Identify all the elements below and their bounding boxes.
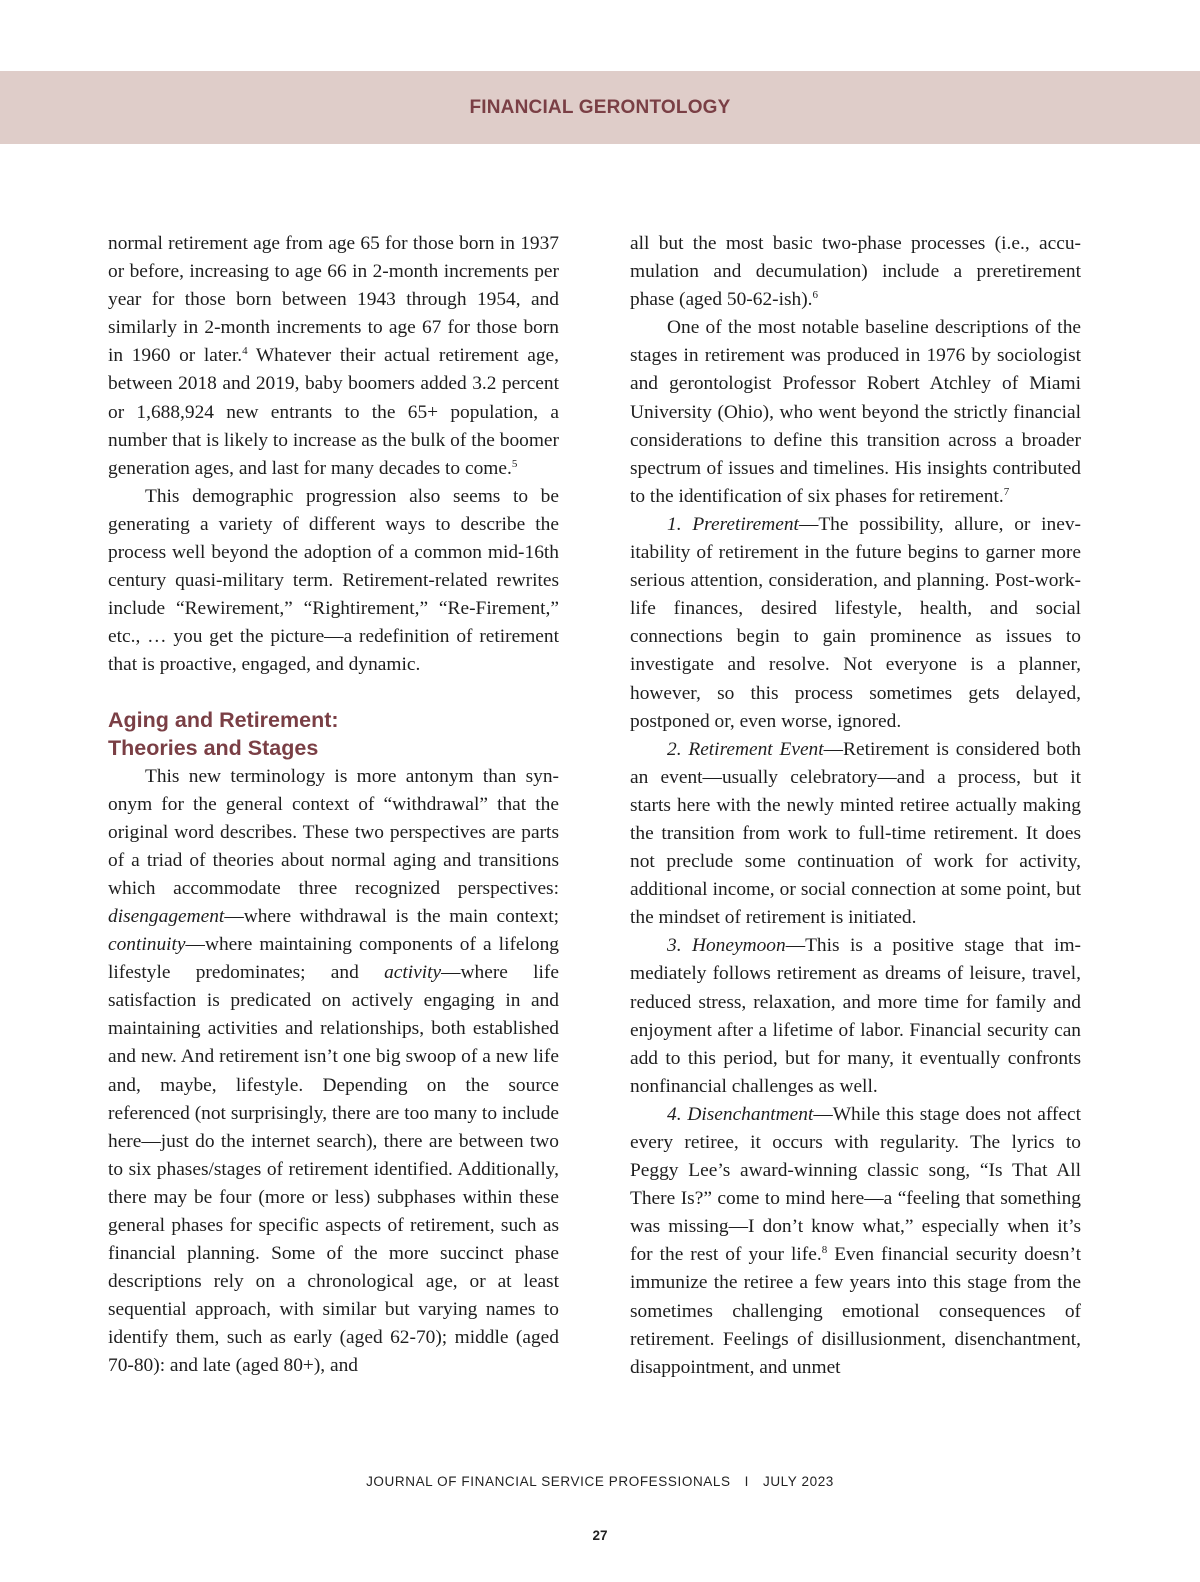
stage-label: 2. Retirement Event [667, 738, 824, 760]
stage-label: 4. Disenchantment [667, 1103, 814, 1125]
text-run: —where maintaining components of a lifelong lifestyle predominates; and [108, 934, 559, 984]
text-run: —where life satisfaction is predicated on actively engaging in and maintaining activities and relationships, both established and new. And retirement isn’t one big swoop of a new life and, maybe, lifestyle. Depending on the source referenced (not surprisingly, there are too many to include here—just do the internet search), there are between two to six phases/stages of retirement identified. Additionally, there may be four (more or less) subphases within these general phases for specific aspects of retirement, such as financial planning. Some of the more succinct phase descriptions rely on a chronological age, or at least sequential approach, with similar but varying names to identify them, such as early (aged 62-70); middle (aged 70-80): and late (aged 80+), and [108, 962, 559, 1377]
stage-paragraph [630, 736, 1081, 933]
text-run: all but the most basic two-phase processes (i.e., accumulation and decumulation) include a preretirement phase (aged 50-62-ish). [630, 233, 1081, 311]
footnote-ref: 7 [1003, 485, 1010, 498]
running-footer [0, 1474, 1200, 1489]
running-header-title: FINANCIAL GERONTOLOGY [469, 96, 731, 118]
theory-term: continuity [108, 934, 186, 956]
theory-term: disengagement [108, 905, 225, 927]
text-run: Even financial security doesn’t immunize the retiree a few years into this stage from the sometimes challenging emotional consequences of retirement. Feelings of disillusionment, disenchantment, disappointment, and unmet [630, 1244, 1081, 1378]
heading-line: Aging and Retirement: [108, 707, 339, 732]
text-run: —Retirement is considered both an event—usually celebratory—and a process, but it starts here with the newly minted retiree actually making the transition from work to full-time retirement. It does not preclude some continuation of work for activity, additional income, or social connection at some point, but the mindset of retirement is initiated. [630, 738, 1082, 929]
footnote-ref: 8 [821, 1244, 828, 1257]
heading-line: Theories and Stages [108, 736, 319, 760]
text-run: One of the most notable baseline descriptions of the stages in retirement was produced in 1976 by sociologist and gerontologist Professor Robert Atchley of Miami University (Ohio), who went beyond the strictly financial considerations to define this transition across a broader spectrum of issues and timelines. His insights contributed to the identification of six phases for retirement. [630, 317, 1081, 507]
stage-paragraph [630, 511, 1081, 736]
page-number: 27 [592, 1528, 608, 1543]
footnote-ref: 6 [812, 289, 819, 302]
right-column [630, 230, 1081, 1382]
running-header-band [0, 71, 1200, 144]
footnote-ref: 5 [511, 457, 518, 470]
text-run: This new terminology is more antonym than synonym for the general context of “withdrawal” that the original word describes. These two perspectives are parts of a triad of theories about normal aging and transitions which accommodate three recognized perspectives: [108, 765, 559, 899]
footer-separator: I [744, 1474, 749, 1489]
stage-paragraph [630, 932, 1081, 1101]
text-run: —While this stage does not affect every retiree, it occurs with regularity. The lyrics to Peggy Lee’s award-winning classic song, “Is That All There Is?” come to mind here—a “feeling that something was missing—I don’t know what,” especially when it’s for the rest of your life. [630, 1103, 1081, 1266]
left-column [108, 230, 559, 1381]
theory-term: activity [384, 962, 442, 984]
footnote-ref: 4 [242, 345, 248, 358]
stage-label: 3. Honeymoon [667, 935, 786, 957]
text-run: —This is a positive stage that immediately follows retirement as dreams of leisure, travel, reduced stress, relaxation, and more time for family and enjoyment after a lifetime of labor. Financial security can add to this period, but for many, it eventually confronts nonfinancial challenges as well. [630, 935, 1081, 1097]
paragraph: This demographic progression also seems to be generating a variety of different ways to describe the process well beyond the adoption of a common mid-16th century quasi-military term. Retirement-related rewrites include “Rewirement,” “Rightirement,” “Re-Firement,” etc., … you get the picture—a redefinition of retirement that is proactive, engaged, and dynamic. [108, 485, 559, 676]
paragraph [108, 230, 559, 483]
paragraph [630, 230, 1081, 314]
text-run: —where withdrawal is the main context; [224, 905, 559, 927]
paragraph [630, 314, 1081, 511]
stage-paragraph [630, 1101, 1081, 1382]
paragraph [108, 763, 559, 1381]
journal-name: JOURNAL OF FINANCIAL SERVICE PROFESSIONALS [366, 1474, 731, 1489]
issue-date: JULY 2023 [762, 1474, 834, 1489]
text-run: normal retirement age from age 65 for those born in 1937 or before, increasing to age 66 in 2-month increments per year for those born between 1943 through 1954, and similarly in 2-month increments to age 67 for those born in 1960 or later. [108, 233, 559, 367]
section-heading [108, 706, 559, 763]
text-run: Whatever their actual retirement age, between 2018 and 2019, baby boomers added 3.2 percent or 1,688,924 new entrants to the 65+ population, a number that is likely to increase as the bulk of the boomer generation ages, and last for many decades to come. [108, 345, 559, 479]
text-run: —The possibility, allure, or inevitability of retirement in the future begins to garner more serious attention, consideration, and planning. Post-work-life finances, desired lifestyle, health, and social connections begin to gain prominence as issues to investigate and resolve. Not everyone is a planner, however, so this process sometimes gets delayed, postponed or, even worse, ignored. [630, 513, 1081, 732]
stage-label: 1. Preretirement [667, 513, 799, 535]
